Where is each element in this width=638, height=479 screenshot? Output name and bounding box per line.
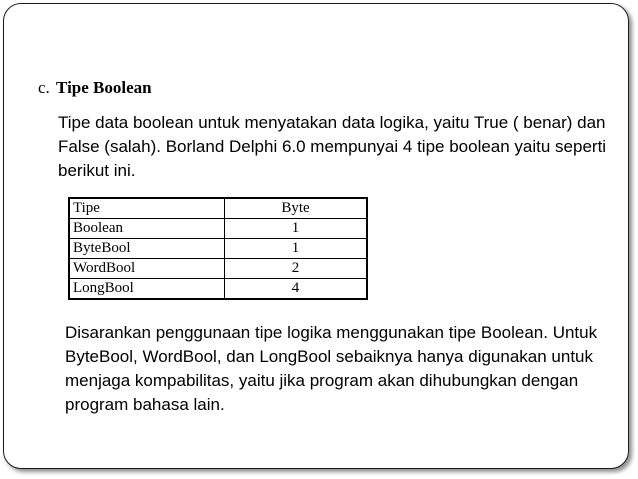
table-row [69,239,367,259]
cell-byte: 1 [225,219,368,239]
section-title: Tipe Boolean [56,78,152,97]
cell-byte: 4 [225,279,368,300]
cell-byte: 1 [225,239,368,259]
header-type: Tipe [69,198,225,219]
cell-type: ByteBool [69,239,225,259]
intro-paragraph: Tipe data boolean untuk menyatakan data logika, yaitu True ( benar) dan False (salah). Borland Delphi 6.0 mempunyai 4 tipe boolean yaitu seperti berikut ini. [58,113,607,180]
cell-byte: 2 [225,259,368,279]
section-marker: c. [38,78,50,97]
table-header-row [69,198,367,219]
boolean-types-table [68,197,368,300]
cell-type: LongBool [69,279,225,300]
cell-type: WordBool [69,259,225,279]
header-byte: Byte [225,198,368,219]
cell-type: Boolean [69,219,225,239]
table-row [69,219,367,239]
section-heading [38,78,152,98]
note-paragraph: Disarankan penggunaan tipe logika menggunakan tipe Boolean. Untuk ByteBool, WordBool, dan LongBool sebaiknya hanya digunakan untuk menjaga kompabilitas, yaitu jika program akan dihubungkan dengan program bahasa lain. [65,323,598,414]
table-row [69,279,367,300]
table-row [69,259,367,279]
